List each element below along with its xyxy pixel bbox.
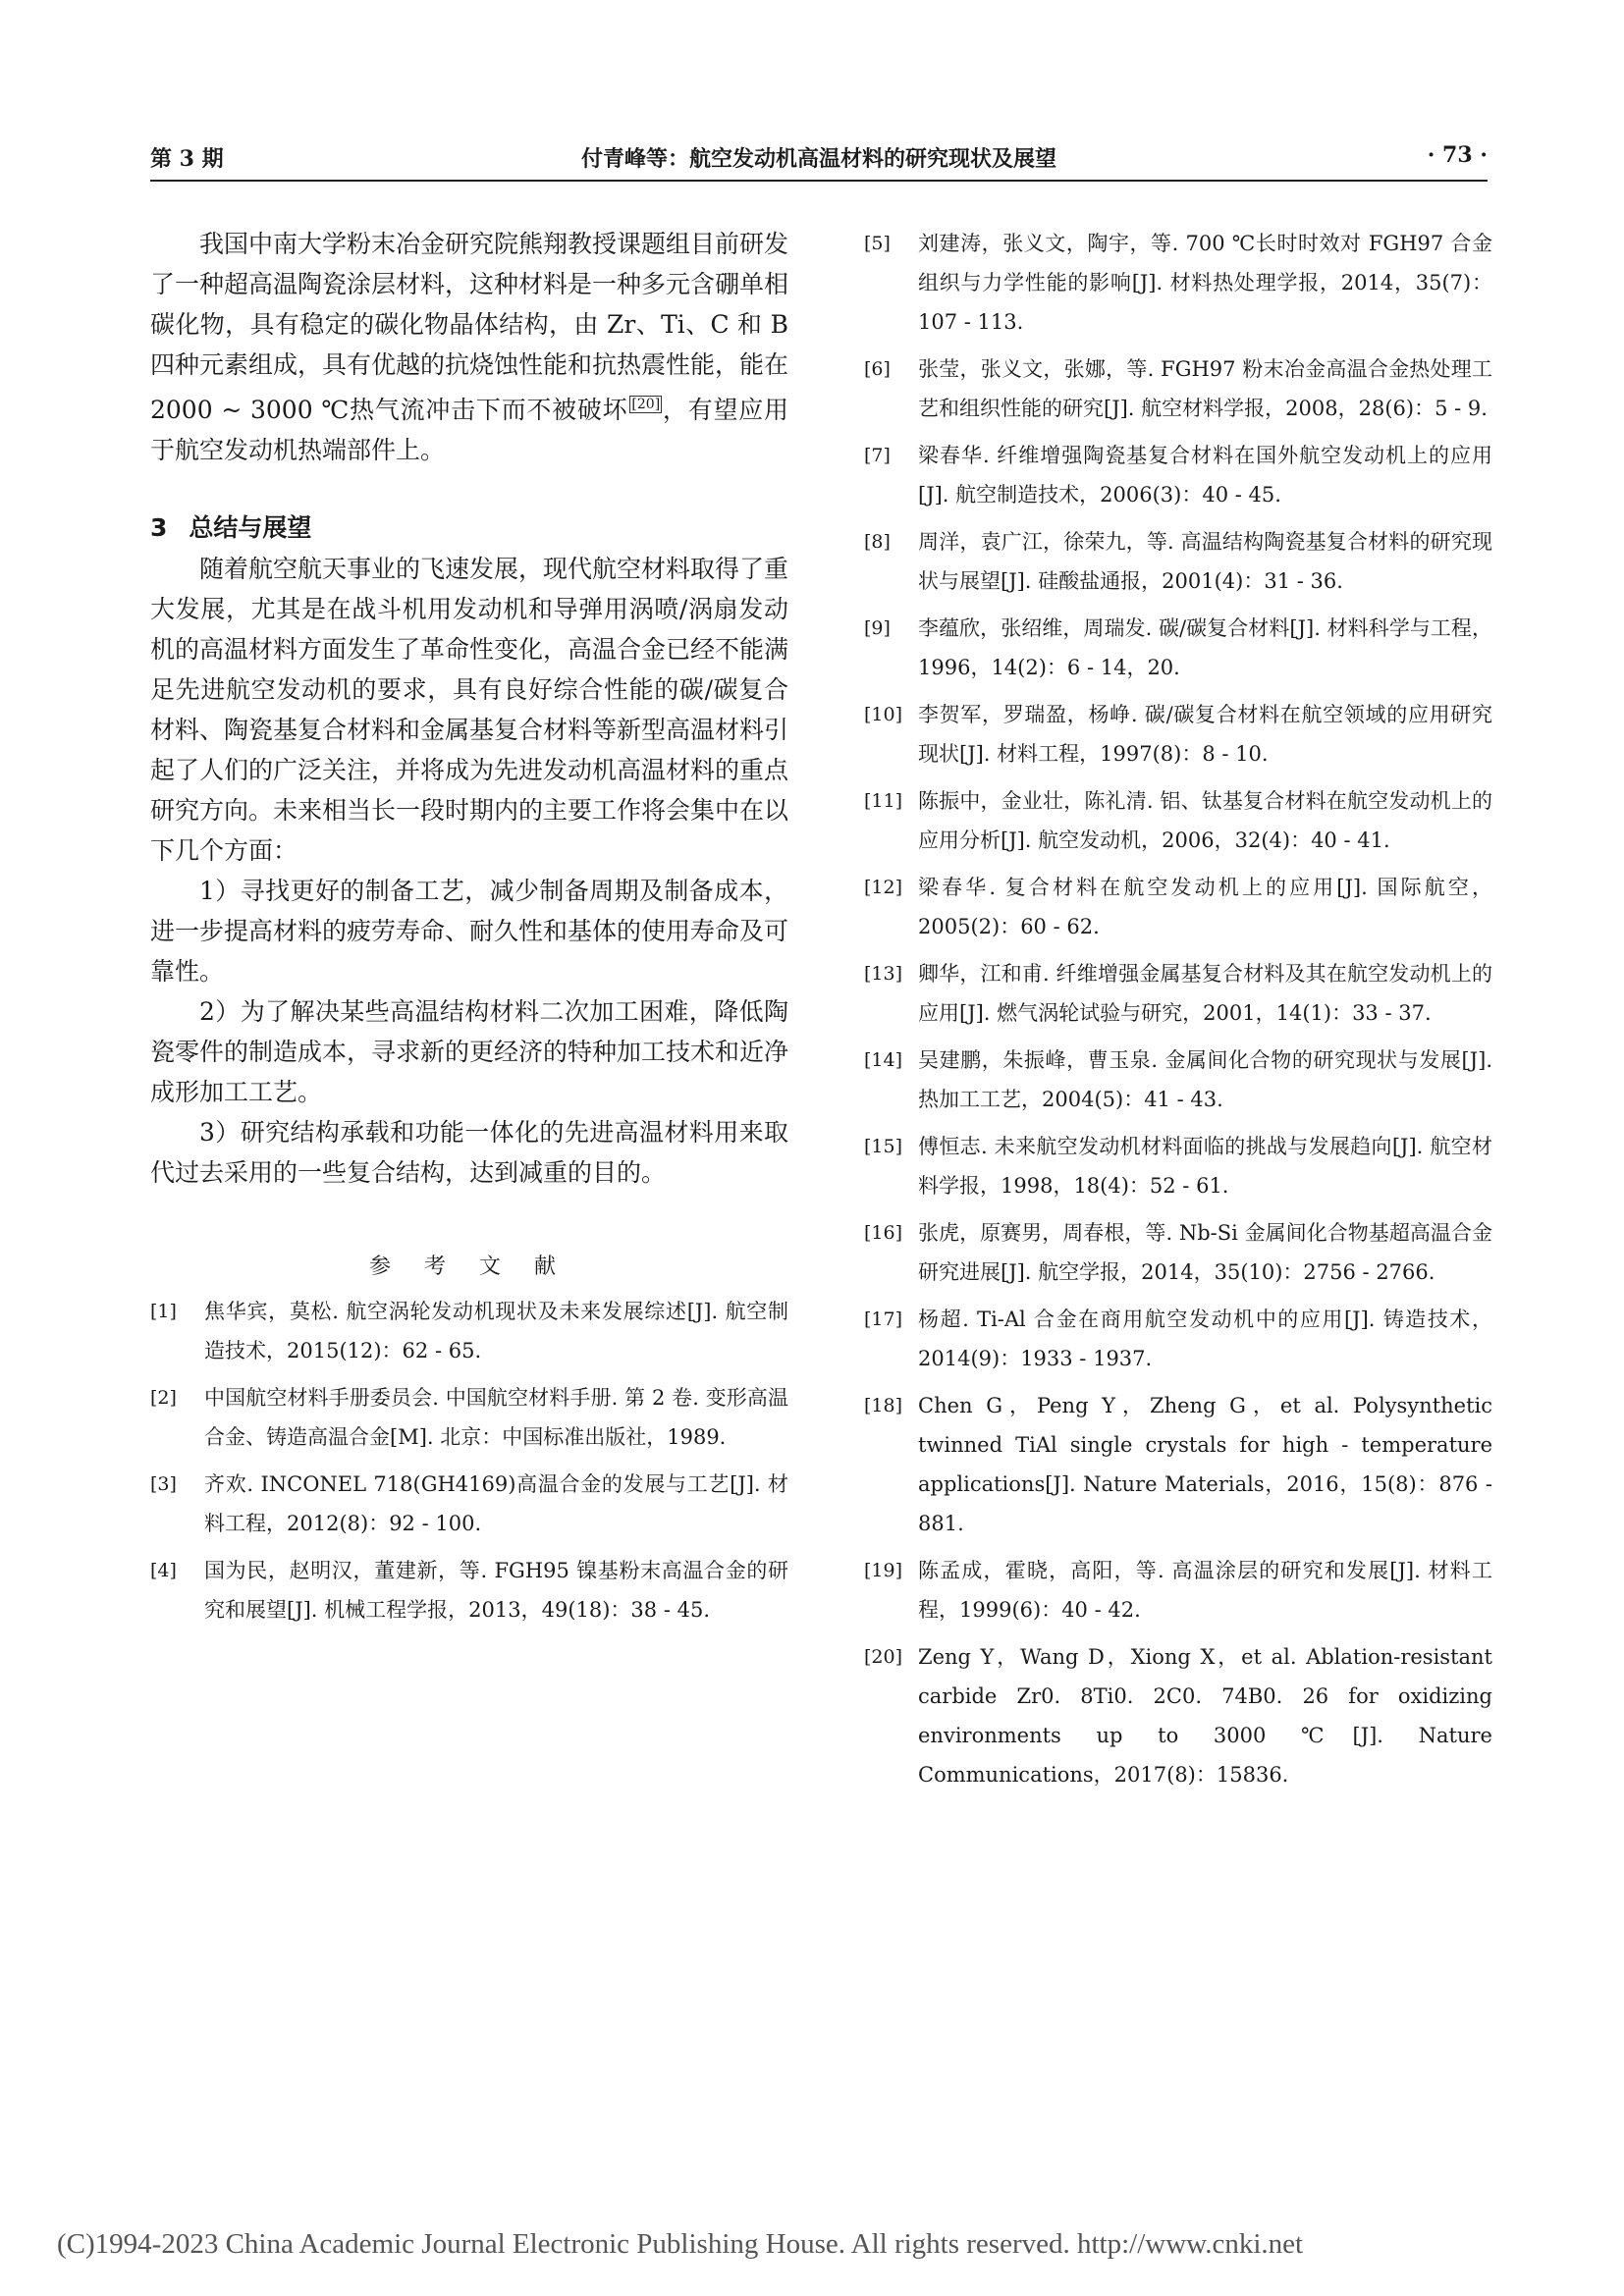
reference-item (150, 1465, 788, 1543)
reference-text: 李贺军，罗瑞盈，杨峥. 碳/碳复合材料在航空领域的应用研究现状[J]. 材料工程，1997(8)：8 - 10. (918, 703, 1492, 766)
section-paragraph: 随着航空航天事业的飞速发展，现代航空材料取得了重大发展，尤其是在战斗机用发动机和导弹用涡喷/涡扇发动机的高温材料方面发生了革命性变化，高温合金已经不能满足先进航空发动机的要求，具有良好综合性能的碳/碳复合材料、陶瓷基复合材料和金属基复合材料等新型高温材料引起了人们的广泛关注，并将成为先进发动机高温材料的重点研究方向。未来相当长一段时期内的主要工作将会集中在以下几个方面： (150, 555, 789, 865)
reference-item (864, 1041, 1492, 1119)
intro-paragraph (150, 224, 788, 470)
reference-tag[interactable]: [9] (864, 617, 891, 639)
reference-text: 卿华，江和甫. 纤维增强金属基复合材料及其在航空发动机上的应用[J]. 燃气涡轮试验与研究，2001，14(1)：33 - 37. (918, 962, 1492, 1025)
citation-20[interactable]: [20] (631, 397, 661, 412)
reference-item (864, 954, 1492, 1033)
reference-tag[interactable]: [7] (864, 445, 891, 466)
reference-text: 中国航空材料手册委员会. 中国航空材料手册. 第 2 卷. 变形高温合金、铸造高温合金[M]. 北京：中国标准出版社，1989. (204, 1386, 788, 1449)
reference-item (864, 781, 1492, 860)
issue-number: 第 3 期 (150, 146, 224, 172)
reference-tag[interactable]: [1] (150, 1301, 177, 1322)
reference-item (150, 1551, 788, 1629)
reference-item (864, 1386, 1492, 1543)
section-heading (150, 509, 788, 547)
reference-tag[interactable]: [3] (150, 1473, 177, 1495)
reference-text: 刘建涛，张义文，陶宇，等. 700 ℃长时时效对 FGH97 合金组织与力学性能的影响[J]. 材料热处理学报，2014，35(7)：107 - 113. (918, 232, 1492, 334)
reference-item (864, 1127, 1492, 1205)
right-column (864, 224, 1492, 1802)
copyright-footer: (C)1994-2023 China Academic Journal Electronic Publishing House. All rights reserved. http://www.cnki.net (57, 2228, 1304, 2260)
reference-item (864, 349, 1492, 428)
references-title: 参考文献 (368, 1255, 589, 1279)
reference-item (864, 224, 1492, 342)
intro-text: 我国中南大学粉末冶金研究院熊翔教授课题组目前研发了一种超高温陶瓷涂层材料，这种材料是一种多元含硼单相碳化物，具有稳定的碳化物晶体结构，由 Zr、Ti、C 和 B 四种元素组成，具有优越的抗烧蚀性能和抗热震性能，能在 2000 ~ 3000 ℃热气流冲击下而不被破坏 (150, 230, 789, 424)
reference-text: 陈振中，金业壮，陈礼清. 铝、钛基复合材料在航空发动机上的应用分析[J]. 航空发动机，2006，32(4)：40 - 41. (918, 789, 1492, 852)
reference-text: 吴建鹏，朱振峰，曹玉泉. 金属间化合物的研究现状与发展[J]. 热加工工艺，2004(5)：41 - 43. (918, 1048, 1492, 1111)
reference-item (864, 695, 1492, 774)
reference-item (864, 436, 1492, 514)
reference-text: 梁春华. 复合材料在航空发动机上的应用[J]. 国际航空，2005(2)：60 - 62. (918, 876, 1492, 938)
reference-tag[interactable]: [20] (864, 1646, 903, 1668)
reference-text: 焦华宾，莫松. 航空涡轮发动机现状及未来发展综述[J]. 航空制造技术，2015(12)：62 - 65. (204, 1300, 788, 1362)
reference-item (864, 522, 1492, 601)
reference-tag[interactable]: [18] (864, 1395, 903, 1416)
reference-tag[interactable]: [15] (864, 1136, 903, 1157)
reference-text: 梁春华. 纤维增强陶瓷基复合材料在国外航空发动机上的应用[J]. 航空制造技术，2006(3)：40 - 45. (918, 444, 1492, 507)
reference-tag[interactable]: [5] (864, 233, 891, 254)
header-divider (150, 180, 1488, 182)
reference-tag[interactable]: [8] (864, 531, 891, 553)
reference-list-left (150, 1292, 788, 1629)
reference-text: 傅恒志. 未来航空发动机材料面临的挑战与发展趋向[J]. 航空材料学报，1998，18(4)：52 - 61. (918, 1135, 1492, 1198)
reference-tag[interactable]: [12] (864, 877, 903, 898)
reference-tag[interactable]: [14] (864, 1049, 903, 1071)
running-title: 付青峰等：航空发动机高温材料的研究现状及展望 (580, 146, 1056, 172)
reference-tag[interactable]: [19] (864, 1560, 903, 1581)
reference-item (864, 609, 1492, 687)
reference-text: 周洋，袁广江，徐荣九，等. 高温结构陶瓷基复合材料的研究现状与展望[J]. 硅酸盐通报，2001(4)：31 - 36. (918, 530, 1492, 593)
reference-text: 国为民，赵明汉，董建新，等. FGH95 镍基粉末高温合金的研究和展望[J]. 机械工程学报，2013，49(18)：38 - 45. (204, 1559, 788, 1622)
page-number: · 73 · (1427, 142, 1488, 168)
left-column (150, 224, 788, 1637)
reference-tag[interactable]: [10] (864, 704, 903, 725)
reference-text: Chen G，Peng Y，Zheng G，et al. Polysynthetic twinned TiAl single crystals for high - temperature applications[J]. Nature Materials，2016，15(8)：876 - 881. (918, 1394, 1492, 1535)
reference-tag[interactable]: [4] (150, 1560, 177, 1581)
reference-tag[interactable]: [17] (864, 1308, 903, 1330)
reference-tag[interactable]: [13] (864, 963, 903, 985)
reference-item (864, 1213, 1492, 1292)
reference-text: 陈孟成，霍晓，高阳，等. 高温涂层的研究和发展[J]. 材料工程，1999(6)：40 - 42. (918, 1559, 1492, 1622)
running-header (150, 142, 1488, 180)
reference-item (864, 1637, 1492, 1794)
reference-tag[interactable]: [16] (864, 1222, 903, 1244)
reference-list-right (864, 224, 1492, 1794)
section-paragraph: 3）研究结构承载和功能一体化的先进高温材料用来取代过去采用的一些复合结构，达到减重的目的。 (150, 1118, 788, 1187)
section-paragraph: 2）为了解决某些高温结构材料二次加工困难，降低陶瓷零件的制造成本，寻求新的更经济的特种加工技术和近净成形加工工艺。 (150, 997, 789, 1106)
reference-item (864, 1300, 1492, 1378)
reference-item (864, 1551, 1492, 1629)
reference-text: 李蕴欣，张绍维，周瑞发. 碳/碳复合材料[J]. 材料科学与工程，1996，14(2)：6 - 14，20. (918, 616, 1492, 679)
reference-tag[interactable]: [11] (864, 790, 903, 812)
section-title: 总结与展望 (189, 513, 312, 542)
reference-item (150, 1378, 788, 1457)
reference-item (150, 1292, 788, 1370)
intro-text-end: ，有望应用于航空发动机热端部件上。 (150, 396, 788, 464)
reference-text: 齐欢. INCONEL 718(GH4169)高温合金的发展与工艺[J]. 材料工程，2012(8)：92 - 100. (204, 1472, 788, 1535)
reference-item (864, 868, 1492, 946)
section-paragraph: 1）寻找更好的制备工艺，减少制备周期及制备成本，进一步提高材料的疲劳寿命、耐久性和基体的使用寿命及可靠性。 (150, 877, 789, 986)
reference-text: Zeng Y，Wang D，Xiong X，et al. Ablation-resistant carbide Zr0. 8Ti0. 2C0. 74B0. 26 for oxidizing environments up to 3000 ℃[J]. Nature Communications，2017(8)：15836. (918, 1645, 1492, 1787)
reference-tag[interactable]: [2] (150, 1387, 177, 1409)
reference-tag[interactable]: [6] (864, 358, 891, 380)
section-number: 3 (150, 513, 168, 542)
reference-text: 张虎，原赛男，周春根，等. Nb-Si 金属间化合物基超高温合金研究进展[J]. 航空学报，2014，35(10)：2756 - 2766. (918, 1221, 1492, 1284)
reference-text: 张莹，张义文，张娜，等. FGH97 粉末冶金高温合金热处理工艺和组织性能的研究[J]. 航空材料学报，2008，28(6)：5 - 9. (918, 357, 1492, 420)
reference-text: 杨超. Ti-Al 合金在商用航空发动机中的应用[J]. 铸造技术，2014(9)：1933 - 1937. (918, 1308, 1492, 1370)
